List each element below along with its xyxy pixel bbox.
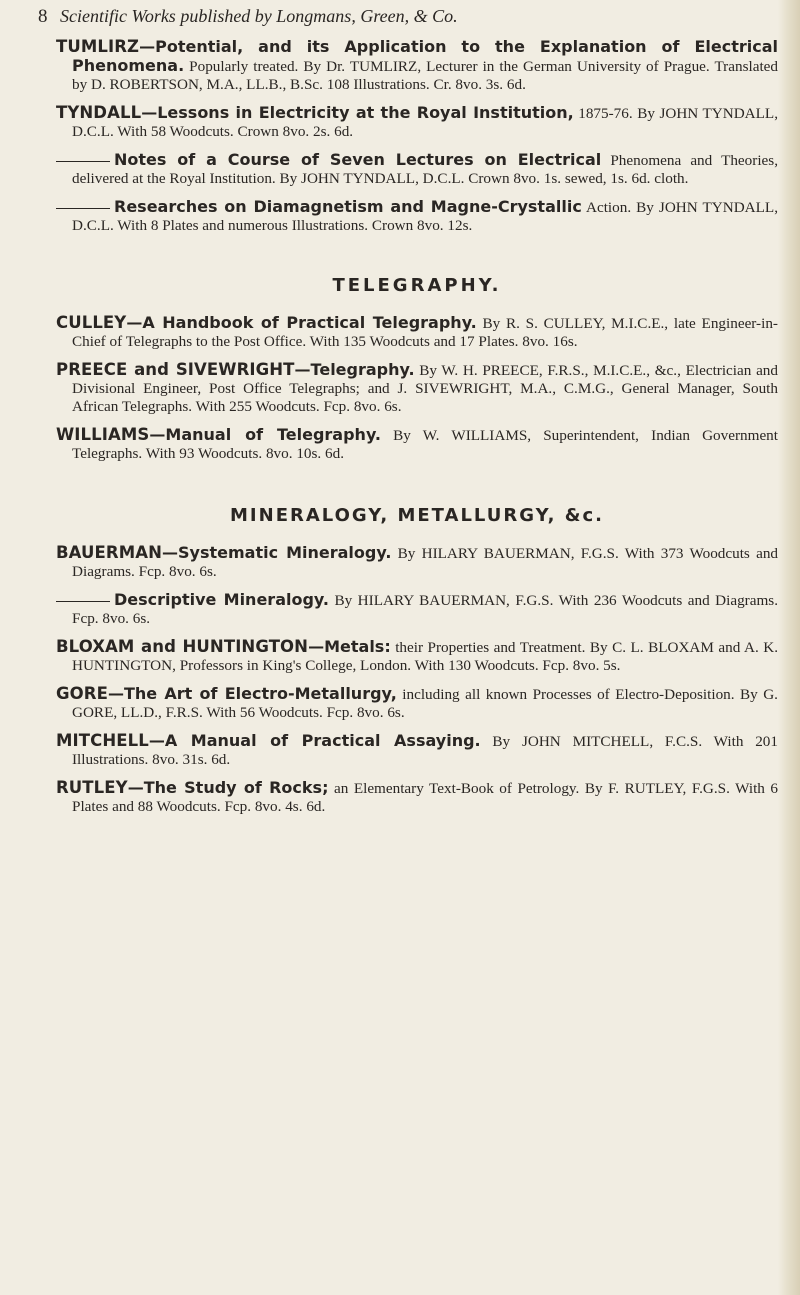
section-mineralogy xyxy=(56,505,778,816)
entry-title: Researches on Diamagnetism and Magne-Crystallic xyxy=(114,197,582,216)
entry-author: CULLEY xyxy=(56,313,127,332)
section-heading: TELEGRAPHY. xyxy=(332,275,502,296)
entry-author: GORE xyxy=(56,684,108,703)
catalogue-entry: RUTLEY—The Study of Rocks; an Elementary Text-Book of Petrology. By F. RUTLEY, F.G.S. With 6 Plates and 88 Woodcuts. Fcp. 8vo. 4s. 6d. xyxy=(56,778,778,815)
entry-author: RUTLEY xyxy=(56,778,128,797)
entry-details: an Elementary Text-Book of Petrology. By F. RUTLEY, F.G.S. With 6 Plates and 88 Woodcuts. Fcp. 8vo. 4s. 6d. xyxy=(72,780,778,815)
catalogue-entry: CULLEY—A Handbook of Practical Telegraphy. By R. S. CULLEY, M.I.C.E., late Engineer-in-Chief of Telegraphs to the Post Office. With 135 Woodcuts and 17 Plates. 8vo. 16s. xyxy=(56,313,778,350)
catalogue-entry xyxy=(56,151,778,188)
entry-details: 1875-76. By JOHN TYNDALL, D.C.L. With 58 Woodcuts. Crown 8vo. 2s. 6d. xyxy=(72,105,779,140)
entry-details: Action. By JOHN TYNDALL, D.C.L. With 8 Plates and numerous Illustrations. Crown 8vo. 12s. xyxy=(72,199,778,234)
catalogue-entry: MITCHELL—A Manual of Practical Assaying. By JOHN MITCHELL, F.C.S. With 201 Illustrations. 8vo. 31s. 6d. xyxy=(56,731,778,768)
entry-title: Lessons in Electricity at the Royal Institution, xyxy=(157,103,574,122)
entry-author: TYNDALL xyxy=(56,103,142,122)
entry-details: Phenomena and Theories, delivered at the Royal Institution. By JOHN TYNDALL, D.C.L. Crown 8vo. 1s. sewed, 1s. 6d. cloth. xyxy=(72,152,778,187)
entry-author: MITCHELL xyxy=(56,731,149,750)
entry-title: Potential, and its Application to the Explanation of Electrical Phenomena. xyxy=(72,37,778,75)
entry-title: Descriptive Mineralogy. xyxy=(114,590,329,609)
catalogue-entry: TYNDALL—Lessons in Electricity at the Royal Institution, 1875-76. By JOHN TYNDALL, D.C.L. With 58 Woodcuts. Crown 8vo. 2s. 6d. xyxy=(56,103,779,140)
ditto-dash xyxy=(56,208,110,209)
entry-details: By W. WILLIAMS, Superintendent, Indian Government Telegraphs. With 93 Woodcuts. 8vo. 10s. 6d. xyxy=(72,427,778,462)
section-heading: MINERALOGY, METALLURGY, &c. xyxy=(230,505,604,526)
page-number: 8 xyxy=(38,6,48,27)
entry-author: WILLIAMS xyxy=(56,425,150,444)
page-edge-shadow xyxy=(778,0,800,1295)
catalogue-entry: BLOXAM and HUNTINGTON—Metals: their Properties and Treatment. By C. L. BLOXAM and A. K. HUNTINGTON, Professors in King's College, London. With 130 Woodcuts. Fcp. 8vo. 5s. xyxy=(56,637,778,674)
catalogue-entry: PREECE and SIVEWRIGHT—Telegraphy. By W. H. PREECE, F.R.S., M.I.C.E., &c., Electrician and Divisional Engineer, Post Office Telegraphs; and J. SIVEWRIGHT, M.A., C.M.G., General Manager, South African Telegraphs. With 255 Woodcuts. Fcp. 8vo. 6s. xyxy=(56,360,778,415)
page-header xyxy=(38,4,758,34)
entry-title: Systematic Mineralogy. xyxy=(178,543,392,562)
entry-author: BLOXAM and HUNTINGTON xyxy=(56,637,309,656)
entry-author: PREECE and SIVEWRIGHT xyxy=(56,360,295,379)
entry-details: including all known Processes of Electro-Deposition. By G. GORE, LL.D., F.R.S. With 56 Woodcuts. Fcp. 8vo. 6s. xyxy=(72,686,778,721)
section-electricity xyxy=(56,38,778,235)
entry-details: their Properties and Treatment. By C. L. BLOXAM and A. K. HUNTINGTON, Professors in King's College, London. With 130 Woodcuts. Fcp. 8vo. 5s. xyxy=(72,639,778,674)
entry-details: By HILARY BAUERMAN, F.G.S. With 373 Woodcuts and Diagrams. Fcp. 8vo. 6s. xyxy=(72,545,779,580)
entry-details: By HILARY BAUERMAN, F.G.S. With 236 Woodcuts and Diagrams. Fcp. 8vo. 6s. xyxy=(72,592,778,627)
entry-details: Popularly treated. By Dr. TUMLIRZ, Lecturer in the German University of Prague. Translated by D. ROBERTSON, M.A., LL.B., B.Sc. 108 Illustrations. Cr. 8vo. 3s. 6d. xyxy=(72,58,778,93)
entry-title: Manual of Telegraphy. xyxy=(165,425,381,444)
entry-details: By JOHN MITCHELL, F.C.S. With 201 Illustrations. 8vo. 31s. 6d. xyxy=(72,733,778,768)
running-head: Scientific Works published by Longmans, Green, & Co. xyxy=(60,6,458,26)
catalogue-entry: BAUERMAN—Systematic Mineralogy. By HILARY BAUERMAN, F.G.S. With 373 Woodcuts and Diagrams. Fcp. 8vo. 6s. xyxy=(56,543,779,580)
entry-title: The Art of Electro-Metallurgy, xyxy=(123,684,397,703)
catalogue-content xyxy=(56,38,778,826)
catalogue-entry: TUMLIRZ—Potential, and its Application to the Explanation of Electrical Phenomena. Popularly treated. By Dr. TUMLIRZ, Lecturer in the German University of Prague. Translated by D. ROBERTSON, M.A., LL.B., B.Sc. 108 Illustrations. Cr. 8vo. 3s. 6d. xyxy=(56,37,778,93)
entry-details: By W. H. PREECE, F.R.S., M.I.C.E., &c., Electrician and Divisional Engineer, Post Office Telegraphs; and J. SIVEWRIGHT, M.A., C.M.G., General Manager, South African Telegraphs. With 255 Woodcuts. Fcp. 8vo. 6s. xyxy=(72,362,778,415)
entry-title: Notes of a Course of Seven Lectures on Electrical xyxy=(114,150,602,169)
entry-title: Telegraphy. xyxy=(310,360,415,379)
catalogue-entry: WILLIAMS—Manual of Telegraphy. By W. WILLIAMS, Superintendent, Indian Government Telegraphs. With 93 Woodcuts. 8vo. 10s. 6d. xyxy=(56,425,778,462)
entry-title: A Manual of Practical Assaying. xyxy=(164,731,481,750)
catalogue-entry xyxy=(56,198,778,235)
ditto-dash xyxy=(56,161,110,162)
entry-author: BAUERMAN xyxy=(56,543,163,562)
entry-details: By R. S. CULLEY, M.I.C.E., late Engineer-in-Chief of Telegraphs to the Post Office. With 135 Woodcuts and 17 Plates. 8vo. 16s. xyxy=(72,315,778,350)
entry-title: The Study of Rocks; xyxy=(143,778,329,797)
entry-title: A Handbook of Practical Telegraphy. xyxy=(142,313,477,332)
catalogue-entry: GORE—The Art of Electro-Metallurgy, including all known Processes of Electro-Deposition. By G. GORE, LL.D., F.R.S. With 56 Woodcuts. Fcp. 8vo. 6s. xyxy=(56,684,778,721)
section-telegraphy xyxy=(56,275,778,463)
entry-title: Metals: xyxy=(324,637,391,656)
entry-author: TUMLIRZ xyxy=(56,37,140,56)
catalogue-entry xyxy=(56,591,778,628)
ditto-dash xyxy=(56,601,110,602)
